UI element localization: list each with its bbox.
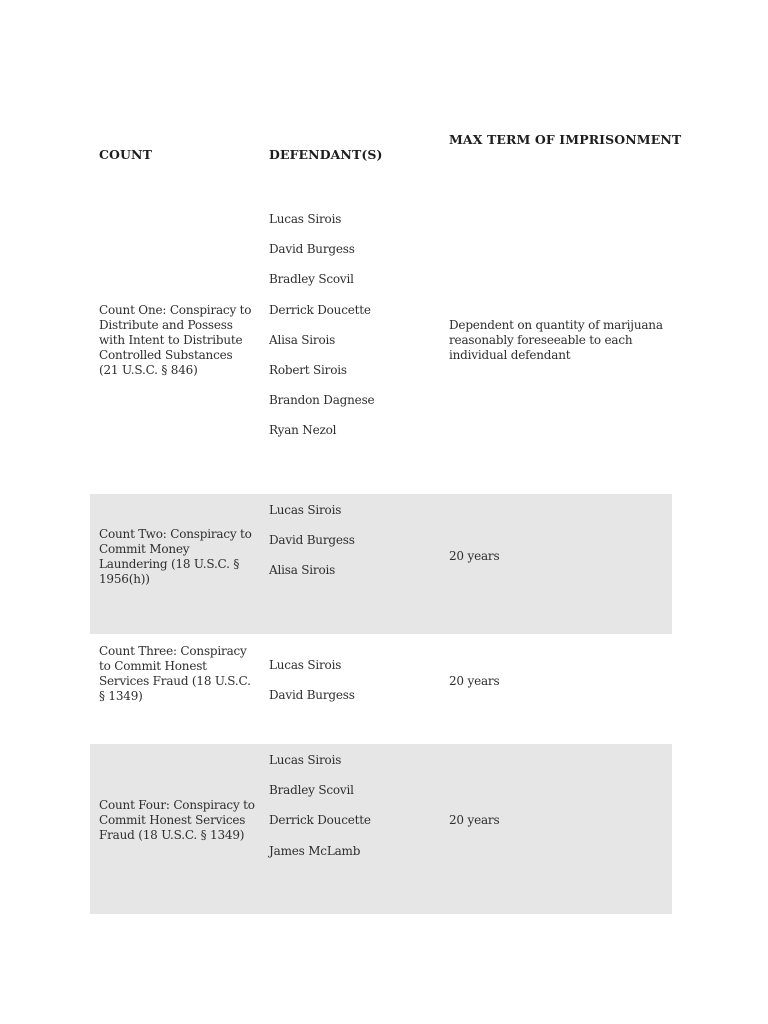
- max-term-cell: 20 years: [449, 674, 500, 688]
- max-term-cell: 20 years: [449, 813, 500, 827]
- defendant-list: [269, 753, 439, 874]
- defendant-name: David Burgess: [269, 242, 355, 257]
- defendant-name: David Burgess: [269, 688, 355, 703]
- count-cell: Count Four: Conspiracy to Commit Honest Services Fraud (18 U.S.C. § 1349): [99, 798, 255, 842]
- defendant-name: Derrick Doucette: [269, 813, 371, 828]
- count-cell: Count Two: Conspiracy to Commit Money Laundering (18 U.S.C. § 1956(h)): [99, 527, 252, 586]
- defendant-name: Lucas Sirois: [269, 503, 342, 517]
- max-term-cell: 20 years: [449, 549, 500, 563]
- count-cell: Count Three: Conspiracy to Commit Honest Services Fraud (18 U.S.C. § 1349): [99, 644, 251, 703]
- defendant-name: David Burgess: [269, 533, 355, 548]
- defendant-list: [269, 212, 439, 454]
- defendant-name: Lucas Sirois: [269, 753, 342, 767]
- defendant-name: Lucas Sirois: [269, 212, 342, 226]
- defendant-name: Ryan Nezol: [269, 423, 337, 438]
- defendant-name: Robert Sirois: [269, 362, 347, 377]
- column-header-count: COUNT: [99, 147, 152, 162]
- defendant-name: Alisa Sirois: [269, 563, 336, 578]
- defendant-name: Lucas Sirois: [269, 658, 342, 672]
- count-cell: Count One: Conspiracy to Distribute and Possess with Intent to Distribute Controlled Substances (21 U.S.C. § 846): [99, 303, 252, 377]
- table-row: [90, 494, 672, 634]
- column-header-defendants: DEFENDANT(S): [269, 147, 383, 162]
- table-row: [90, 190, 672, 494]
- column-header-max-term: MAX TERM OF IMPRISONMENT: [449, 132, 682, 147]
- defendant-name: Bradley Scovil: [269, 783, 354, 798]
- defendant-name: James McLamb: [269, 843, 361, 858]
- defendant-list: [269, 503, 439, 594]
- defendant-list: [269, 658, 439, 718]
- defendant-name: Derrick Doucette: [269, 302, 371, 317]
- max-term-cell: Dependent on quantity of marijuana reasonably foreseeable to each individual defendant: [449, 318, 663, 362]
- table-row: [90, 634, 672, 744]
- defendant-name: Alisa Sirois: [269, 332, 336, 347]
- defendant-name: Brandon Dagnese: [269, 393, 375, 408]
- table-row: [90, 744, 672, 914]
- defendant-name: Bradley Scovil: [269, 272, 354, 287]
